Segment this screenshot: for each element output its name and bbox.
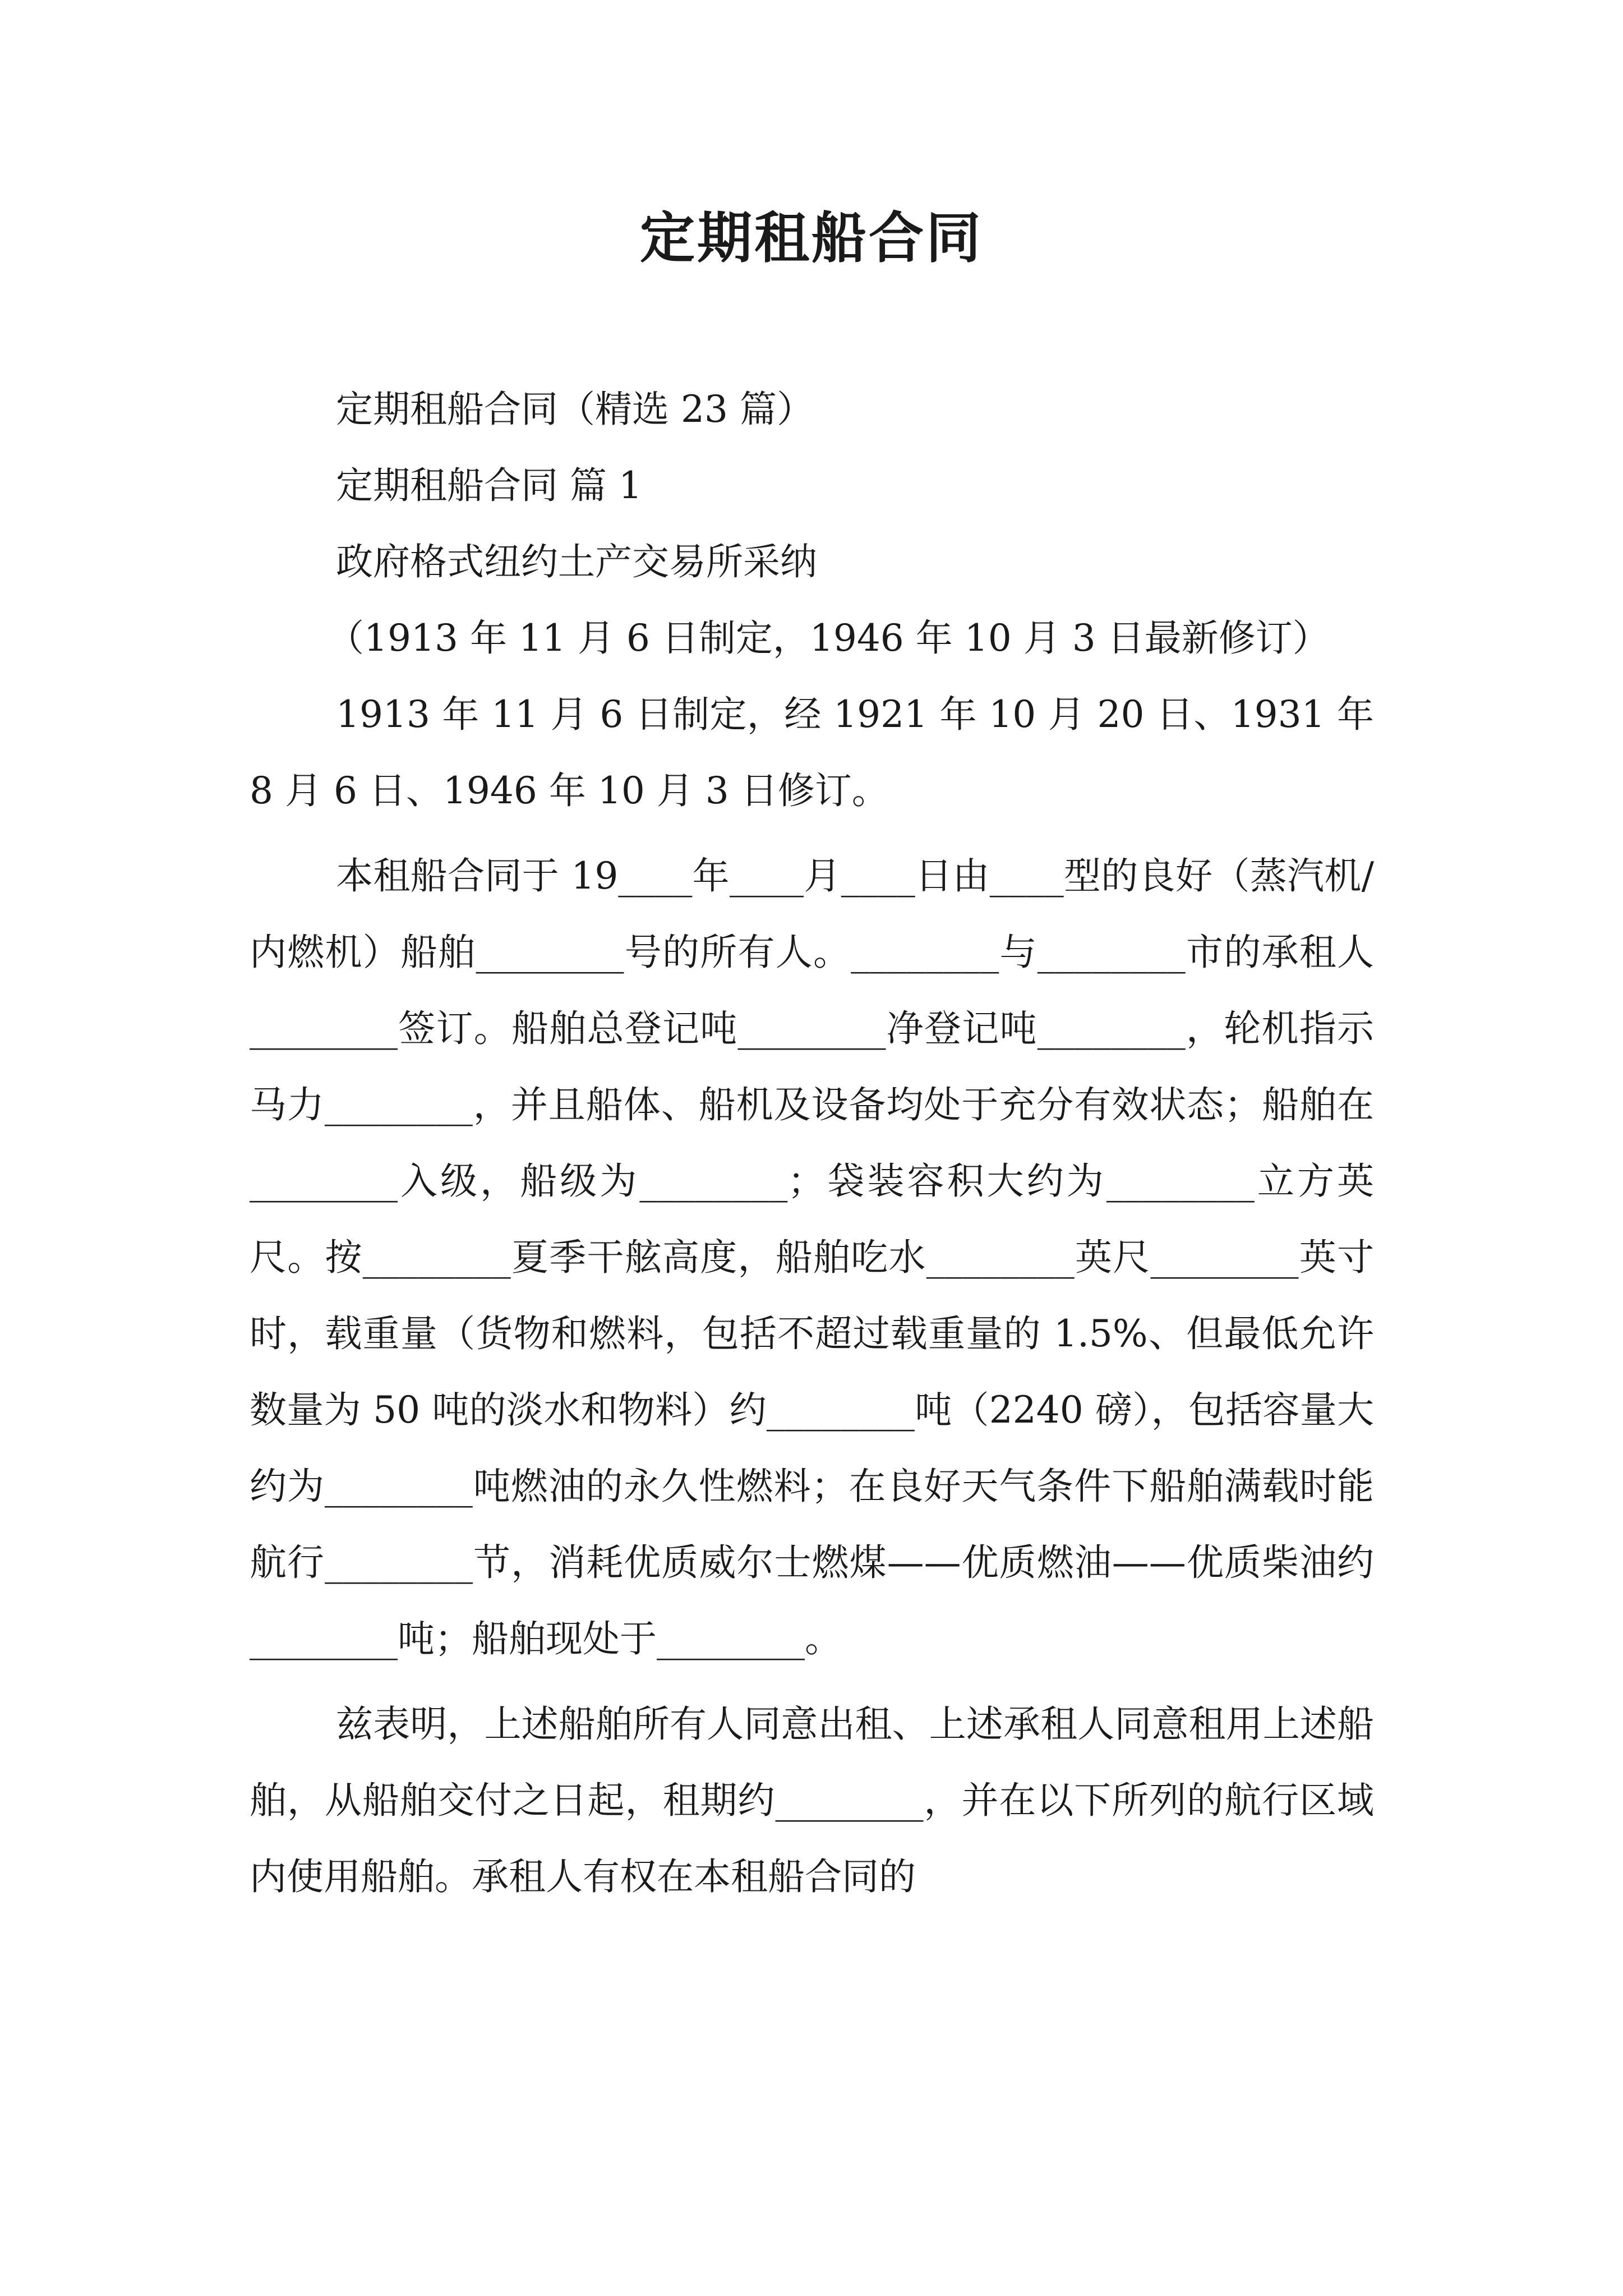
paragraph-section-heading: 定期租船合同 篇 1 xyxy=(336,464,642,507)
paragraph-revision-note: （1913 年 11 月 6 日制定，1946 年 10 月 3 日最新修订） xyxy=(327,616,1330,660)
paragraph-hire-clause: 兹表明，上述船舶所有人同意出租、上述承租人同意租用上述船舶，从船舶交付之日起，租期约________，并在以下所列的航行区域内使用船舶。承租人有权在本租船合同的 xyxy=(250,1703,1374,1898)
paragraph-contract-terms: 本租船合同于 19____年____月____日由____型的良好（蒸汽机/内燃机）船舶________号的所有人。________与________市的承租人________签订。船舶总登记吨________净登记吨________，轮机指示马力________，并且船体、船机及设备均处于充分有效状态；船舶在________入级，船级为________；袋装容积大约为________立方英尺。按________夏季干舷高度，船舶吃水________英尺________英寸时，载重量（货物和燃料，包括不超过载重量的 1.5%、但最低允许数量为 50 吨的淡水和物料）约________吨（2240 磅），包括容量大约为________吨燃油的永久性燃料；在良好天气条件下船舶满载时能航行________节，消耗优质威尔士燃煤——优质燃油——优质柴油约________吨；船舶现处于________。 xyxy=(250,854,1374,1660)
paragraph-subtitle: 定期租船合同（精选 23 篇） xyxy=(336,388,814,431)
paragraph-revision-history: 1913 年 11 月 6 日制定，经 1921 年 10 月 20 日、1931 年 8 月 6 日、1946 年 10 月 3 日修订。 xyxy=(250,693,1374,812)
paragraph-adoption-note: 政府格式纽约土产交易所采纳 xyxy=(336,540,817,583)
document-body xyxy=(250,371,1374,1915)
document-title: 定期租船合同 xyxy=(639,206,983,270)
